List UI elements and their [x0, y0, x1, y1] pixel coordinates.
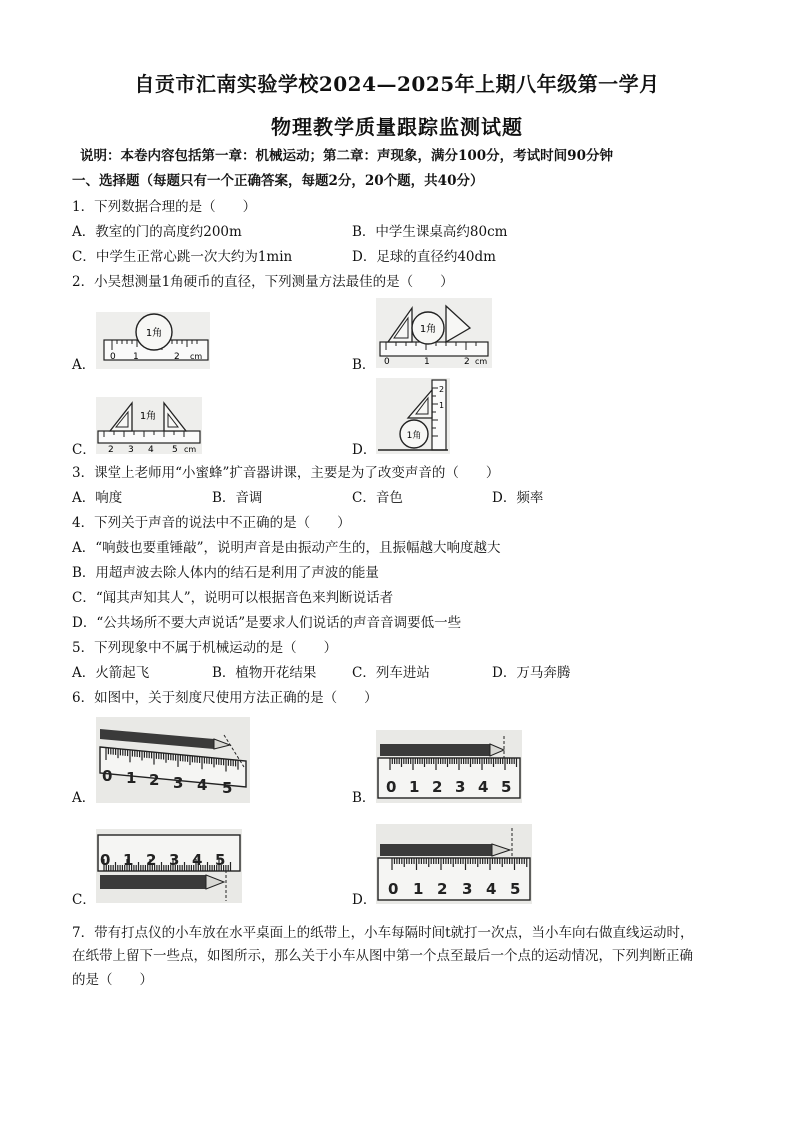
- q2c-tick-5: 5: [172, 445, 178, 454]
- q6a-num-4: 4: [197, 776, 208, 794]
- q6b-num-5: 5: [501, 778, 512, 796]
- q6-label-a: A．: [72, 790, 96, 806]
- q2b-tick-1: 1: [424, 357, 430, 367]
- q2d-tick-2: 2: [439, 385, 445, 394]
- q4-option-d: D．“公共场所不要大声说话”是要求人们说话的声音音调要低一些: [72, 615, 462, 631]
- q6-label-d: D．: [352, 892, 377, 908]
- q2-label-a: A．: [72, 357, 96, 373]
- q4-option-c: C．“闻其声知其人”，说明可以根据音色来判断说话者: [72, 590, 394, 606]
- q1-option-d: D．足球的直径约40dm: [352, 249, 496, 265]
- q4-option-a: A．“响鼓也要重锤敲”，说明声音是由振动产生的，且振幅越大响度越大: [72, 540, 501, 556]
- q2d-tick-1: 1: [439, 401, 445, 410]
- q5-option-d: D．万马奔腾: [492, 665, 571, 681]
- q2-figure-c: [96, 397, 202, 454]
- q2a-tick-unit: cm: [190, 352, 203, 361]
- q6a-num-1: 1: [126, 769, 137, 787]
- q6c-num-1: 1: [123, 851, 134, 869]
- q7-line1: 7．带有打点仪的小车放在水平桌面上的纸带上，小车每隔时间t就打一次点，当小车向右做直线运动时，: [72, 925, 694, 941]
- q3-stem: 3．课堂上老师用“小蜜蜂”扩音器讲课，主要是为了改变声音的（ ）: [72, 465, 500, 481]
- q2a-coin-label: 1角: [145, 328, 163, 339]
- q2-figure-b: [376, 298, 492, 368]
- q6c-num-5: 5: [215, 851, 226, 869]
- q4-option-b: B．用超声波去除人体内的结石是利用了声波的能量: [72, 565, 379, 581]
- q2a-tick-2: 2: [174, 352, 180, 362]
- q5-stem: 5．下列现象中不属于机械运动的是（ ）: [72, 640, 338, 656]
- q6b-num-3: 3: [455, 778, 466, 796]
- q6-figure-b: [376, 730, 522, 803]
- q6c-num-2: 2: [146, 851, 157, 869]
- q2-label-b: B．: [352, 357, 376, 373]
- q2-label-d: D．: [352, 442, 377, 458]
- q7-line3: 的是（ ）: [72, 972, 153, 988]
- q6-label-c: C．: [72, 892, 96, 908]
- section-heading: 一、选择题（每题只有一个正确答案，每题2分，20个题，共40分）: [72, 173, 484, 189]
- q2a-tick-0: 0: [110, 352, 116, 362]
- q2-figure-d: [376, 378, 450, 454]
- q5-option-b: B．植物开花结果: [212, 665, 317, 681]
- q6a-num-3: 3: [173, 774, 184, 792]
- q6b-num-1: 1: [409, 778, 420, 796]
- q6b-num-2: 2: [432, 778, 443, 796]
- q6-figure-a: [96, 717, 250, 803]
- q2c-tick-4: 4: [148, 445, 154, 454]
- q2-figure-a: [96, 312, 210, 369]
- q6-stem: 6．如图中，关于刻度尺使用方法正确的是（ ）: [72, 690, 378, 706]
- q1-stem: 1．下列数据合理的是（ ）: [72, 199, 257, 215]
- q6d-num-4: 4: [486, 880, 497, 898]
- q6d-num-5: 5: [510, 880, 521, 898]
- q1-option-b: B．中学生课桌高约80cm: [352, 224, 508, 240]
- q2-stem: 2．小吴想测量1角硬币的直径，下列测量方法最佳的是（ ）: [72, 274, 454, 290]
- q6d-num-3: 3: [462, 880, 473, 898]
- q2b-tick-0: 0: [384, 357, 390, 367]
- q1-option-c: C．中学生正常心跳一次大约为1min: [72, 249, 293, 265]
- q6b-num-4: 4: [478, 778, 489, 796]
- q6-figure-c: [96, 829, 242, 903]
- exam-title-line1: 自贡市汇南实验学校2024—2025年上期八年级第一学月: [134, 72, 660, 96]
- q7-line2: 在纸带上留下一些点，如图所示，那么关于小车从图中第一个点至最后一个点的运动情况，下列判断正确: [72, 948, 693, 964]
- q4-stem: 4．下列关于声音的说法中不正确的是（ ）: [72, 515, 351, 531]
- q1-option-a: A．教室的门的高度约200m: [72, 224, 242, 240]
- q2b-tick-2: 2: [464, 357, 470, 367]
- q6d-num-1: 1: [413, 880, 424, 898]
- q6-label-b: B．: [352, 790, 376, 806]
- q3-option-a: A．响度: [72, 490, 123, 506]
- q2b-tick-unit: cm: [475, 357, 488, 366]
- q3-option-c: C．音色: [352, 490, 403, 506]
- q3-option-d: D．频率: [492, 490, 544, 506]
- q2a-tick-1: 1: [133, 352, 139, 362]
- q2b-coin-label: 1角: [419, 324, 437, 335]
- q5-option-c: C．列车进站: [352, 665, 430, 681]
- q6c-num-4: 4: [192, 851, 203, 869]
- exam-title-line2: 物理教学质量跟踪监测试题: [271, 115, 523, 139]
- q2c-coin-label: 1角: [139, 411, 157, 422]
- q6c-num-0: 0: [100, 851, 111, 869]
- exam-instructions: 说明：本卷内容包括第一章：机械运动；第二章：声现象，满分100分，考试时间90分钟: [80, 148, 613, 164]
- q3-option-b: B．音调: [212, 490, 263, 506]
- q2c-tick-2: 2: [108, 445, 114, 454]
- q5-option-a: A．火箭起飞: [72, 665, 150, 681]
- q2c-tick-unit: cm: [184, 445, 197, 454]
- q2d-coin-label: 1角: [406, 431, 422, 441]
- q6d-num-0: 0: [388, 880, 399, 898]
- q6a-num-5: 5: [222, 779, 233, 797]
- q6-figure-d: [376, 824, 532, 904]
- q2c-tick-3: 3: [128, 445, 134, 454]
- q6d-num-2: 2: [437, 880, 448, 898]
- q6c-num-3: 3: [169, 851, 180, 869]
- q6a-num-2: 2: [149, 771, 160, 789]
- q6a-num-0: 0: [102, 767, 113, 785]
- q2-label-c: C．: [72, 442, 96, 458]
- q6b-num-0: 0: [386, 778, 397, 796]
